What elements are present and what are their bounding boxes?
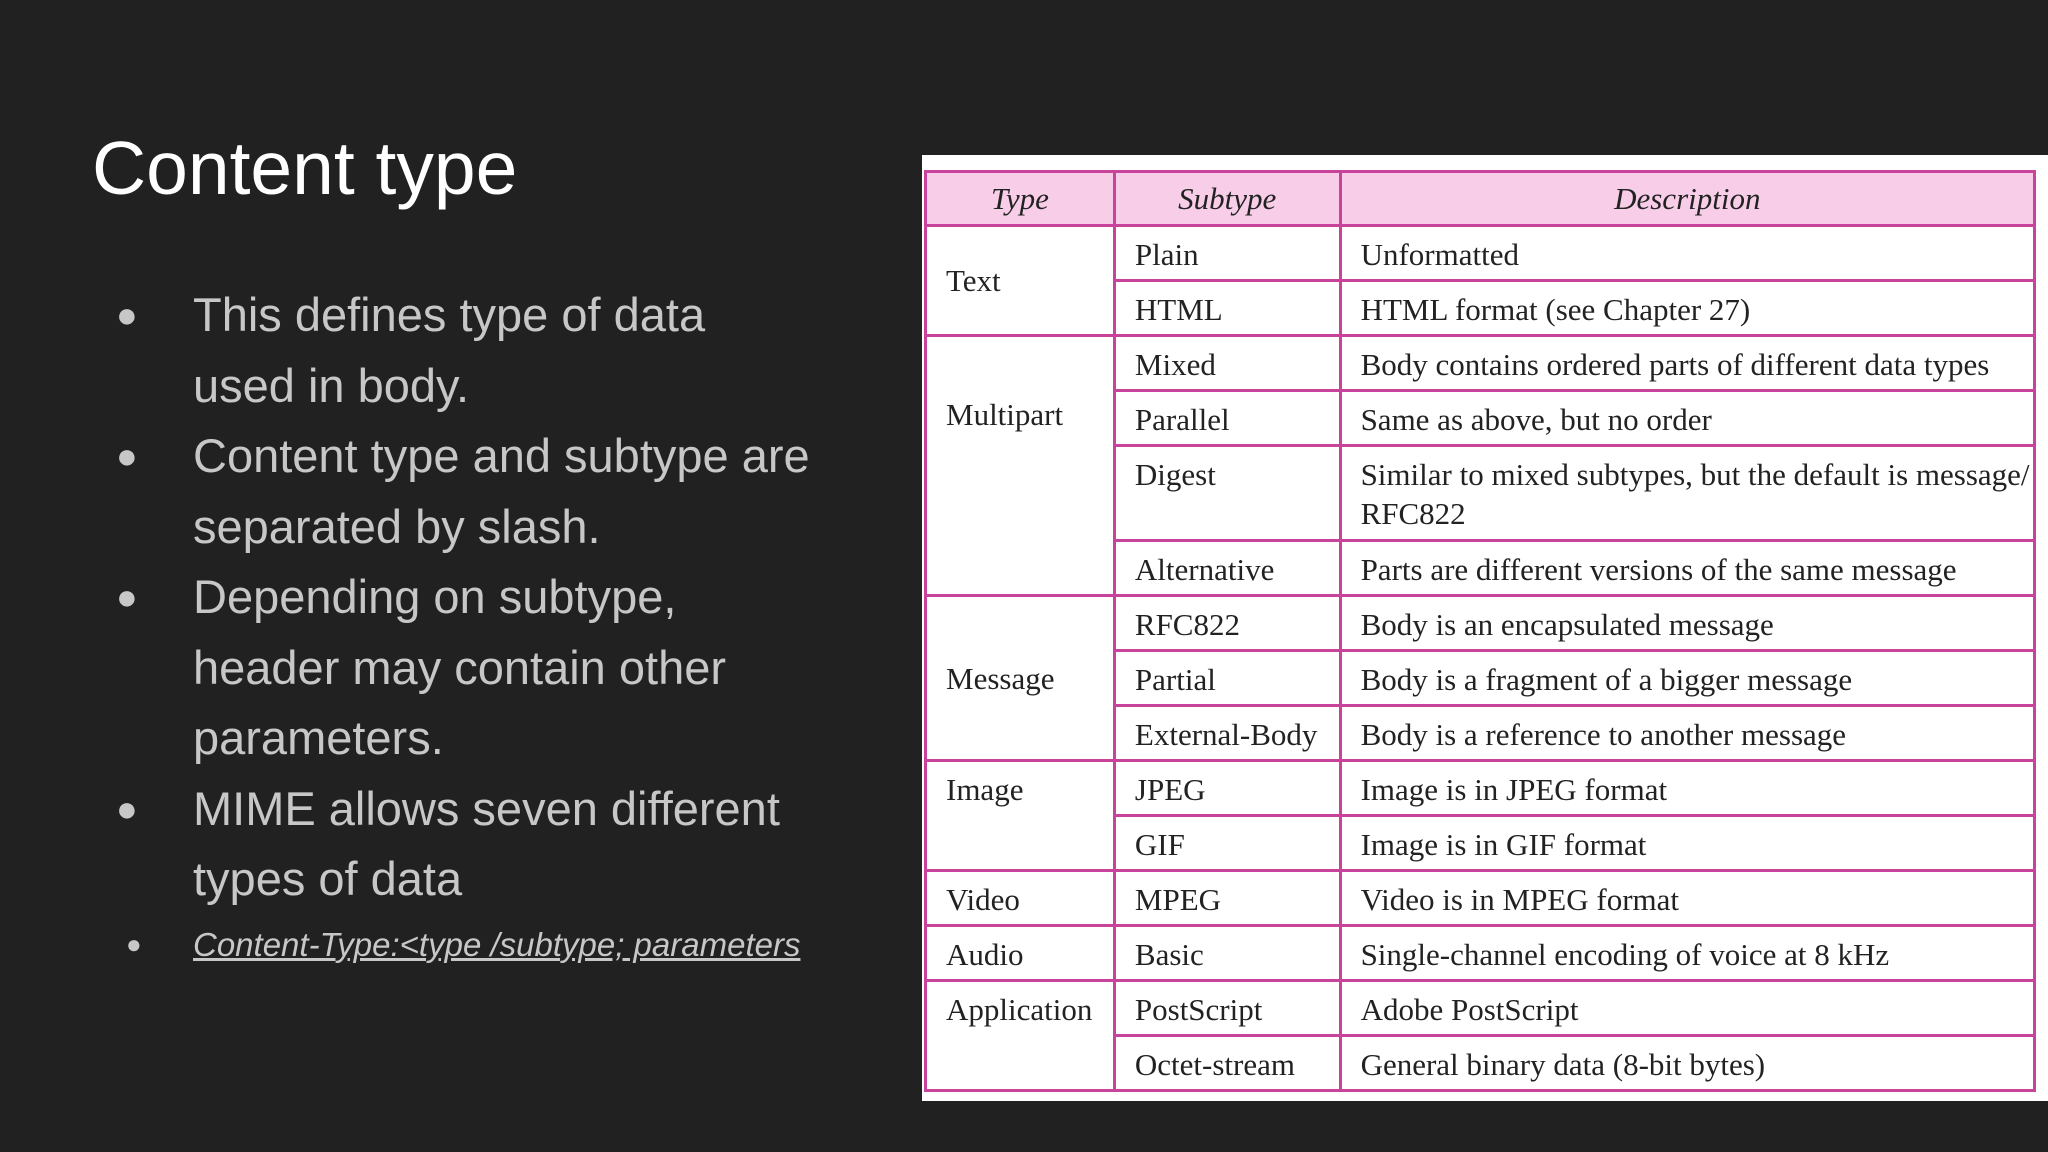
description-cell: Body is an encapsulated message bbox=[1340, 596, 2034, 651]
slide-title: Content type bbox=[92, 126, 518, 210]
type-cell: Message bbox=[926, 596, 1115, 761]
table-row bbox=[926, 596, 2035, 651]
bullet-list bbox=[116, 280, 816, 968]
subtype-cell: Octet-stream bbox=[1114, 1036, 1340, 1091]
subtype-cell: External-Body bbox=[1114, 706, 1340, 761]
bullet-text: This defines type of data used in body. bbox=[193, 288, 706, 412]
type-cell: Text bbox=[926, 226, 1115, 336]
type-cell: Audio bbox=[926, 926, 1115, 981]
subtype-cell: HTML bbox=[1114, 281, 1340, 336]
bullet-text: Depending on subtype, header may contain other parameters. bbox=[193, 570, 726, 764]
description-cell: Unformatted bbox=[1340, 226, 2034, 281]
table-row bbox=[926, 226, 2035, 281]
subtype-cell: Mixed bbox=[1114, 336, 1340, 391]
bullet-item bbox=[116, 421, 816, 562]
table-row bbox=[926, 926, 2035, 981]
table-row bbox=[926, 761, 2035, 816]
subtype-cell: Partial bbox=[1114, 651, 1340, 706]
description-cell: Same as above, but no order bbox=[1340, 391, 2034, 446]
description-cell: HTML format (see Chapter 27) bbox=[1340, 281, 2034, 336]
description-cell: Adobe PostScript bbox=[1340, 981, 2034, 1036]
type-cell: Multipart bbox=[926, 336, 1115, 596]
content-type-syntax-link[interactable]: Content-Type:<type /subtype; parameters bbox=[193, 925, 801, 963]
subtype-cell: Basic bbox=[1114, 926, 1340, 981]
table-header-row bbox=[926, 172, 2035, 226]
subtype-cell: MPEG bbox=[1114, 871, 1340, 926]
mime-types-table bbox=[924, 170, 2036, 1092]
description-cell: Body is a reference to another message bbox=[1340, 706, 2034, 761]
description-cell: General binary data (8-bit bytes) bbox=[1340, 1036, 2034, 1091]
description-cell: Body contains ordered parts of different data types bbox=[1340, 336, 2034, 391]
subtype-cell: Plain bbox=[1114, 226, 1340, 281]
header-subtype: Subtype bbox=[1114, 172, 1340, 226]
type-cell: Video bbox=[926, 871, 1115, 926]
bullet-item bbox=[116, 562, 816, 774]
bullet-text: MIME allows seven different types of data bbox=[193, 781, 780, 905]
bullet-dot-icon: ● bbox=[116, 435, 138, 476]
table-row bbox=[926, 981, 2035, 1036]
table-row bbox=[926, 871, 2035, 926]
description-cell: Single-channel encoding of voice at 8 kHz bbox=[1340, 926, 2034, 981]
description-cell: Video is in MPEG format bbox=[1340, 871, 2034, 926]
subtype-cell: GIF bbox=[1114, 816, 1340, 871]
description-cell: Image is in JPEG format bbox=[1340, 761, 2034, 816]
bullet-dot-icon: ● bbox=[126, 928, 142, 959]
header-description: Description bbox=[1340, 172, 2034, 226]
table-row bbox=[926, 336, 2035, 391]
subtype-cell: Parallel bbox=[1114, 391, 1340, 446]
bullet-item bbox=[116, 774, 816, 915]
bullet-item bbox=[116, 280, 816, 421]
description-cell: Body is a fragment of a bigger message bbox=[1340, 651, 2034, 706]
bullet-dot-icon: ● bbox=[116, 294, 138, 335]
bullet-dot-icon: ● bbox=[116, 787, 138, 829]
bullet-dot-icon: ● bbox=[116, 576, 138, 617]
description-cell: Parts are different versions of the same message bbox=[1340, 541, 2034, 596]
mime-table-image bbox=[922, 155, 2048, 1101]
subtype-cell: Alternative bbox=[1114, 541, 1340, 596]
bullet-item-syntax bbox=[116, 921, 816, 968]
type-cell: Application bbox=[926, 981, 1115, 1091]
subtype-cell: Digest bbox=[1114, 446, 1340, 541]
bullet-text: Content type and subtype are separated by slash. bbox=[193, 429, 810, 553]
description-cell: Similar to mixed subtypes, but the default is message/ RFC822 bbox=[1340, 446, 2034, 541]
subtype-cell: JPEG bbox=[1114, 761, 1340, 816]
header-type: Type bbox=[926, 172, 1115, 226]
description-cell: Image is in GIF format bbox=[1340, 816, 2034, 871]
subtype-cell: RFC822 bbox=[1114, 596, 1340, 651]
type-cell: Image bbox=[926, 761, 1115, 871]
subtype-cell: PostScript bbox=[1114, 981, 1340, 1036]
